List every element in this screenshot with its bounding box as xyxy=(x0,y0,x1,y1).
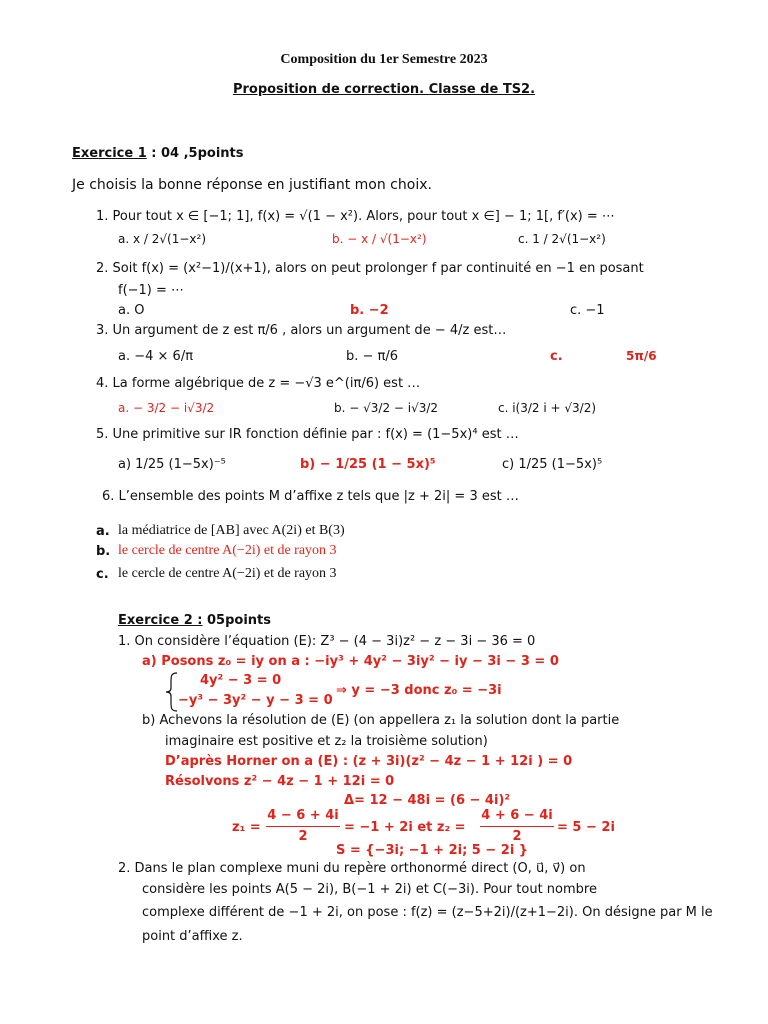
ex2-system-result: ⇒ y = −3 donc z₀ = −3i xyxy=(336,683,502,698)
ex2-z2-numerator: 4 + 6 − 4i xyxy=(481,808,553,823)
ex1-q2-line2: f(−1) = ⋯ xyxy=(118,283,185,298)
ex1-intro: Je choisis la bonne réponse en justifiant mon choix. xyxy=(72,177,432,193)
ex1-q3-c-label: c. xyxy=(550,349,563,364)
ex2-system-eq2: −y³ − 3y² − y − 3 = 0 xyxy=(178,693,333,708)
ex1-q4-c: c. i(3/2 i + √3/2) xyxy=(498,401,597,415)
ex1-q6-a-letter: a. xyxy=(96,524,110,539)
ex1-q2-b: b. −2 xyxy=(350,303,389,318)
ex2-heading xyxy=(118,613,271,628)
ex2-points: 05points xyxy=(202,613,272,628)
ex2-q2-line1: 2. Dans le plan complexe muni du repère orthonormé direct (O, u⃗, v⃗) on xyxy=(118,861,586,876)
ex1-q6-a: la médiatrice de [AB] avec A(2i) et B(3) xyxy=(118,523,345,538)
ex2-z1-numerator: 4 − 6 + 4i xyxy=(267,808,339,823)
ex2-q2-line3: complexe différent de −1 + 2i, on pose : f(z) = (z−5+2i)/(z+1−2i). On désigne par M le xyxy=(142,905,713,920)
ex2-z2-denominator: 2 xyxy=(512,829,522,844)
ex2-delta: Δ= 12 − 48i = (6 − 4i)² xyxy=(344,793,511,808)
ex1-q6: 6. L’ensemble des points M d’affixe z tels que |z + 2i| = 3 est … xyxy=(102,489,519,504)
ex1-q5-a: a) 1/25 (1−5x)⁻⁵ xyxy=(118,457,226,472)
ex2-q1-b-line1: b) Achevons la résolution de (E) (on appellera z₁ la solution dont la partie xyxy=(142,713,620,728)
ex1-q4: 4. La forme algébrique de z = −√3 e^(iπ/6) est … xyxy=(96,376,421,391)
ex2-z2-fraction-bar xyxy=(480,826,554,827)
ex1-q4-b: b. − √3/2 − i√3/2 xyxy=(334,401,439,415)
ex1-q6-c: le cercle de centre A(−2i) et de rayon 3 xyxy=(118,566,337,581)
ex2-z1-fraction-bar xyxy=(266,826,340,827)
ex1-heading xyxy=(72,146,244,161)
ex2-q1: 1. On considère l’équation (E): Z³ − (4 − 3i)z² − z − 3i − 36 = 0 xyxy=(118,634,536,649)
ex2-horner: D’après Horner on a (E) : (z + 3i)(z² − 4z − 1 + 12i ) = 0 xyxy=(165,754,573,769)
ex2-z1-result: = −1 + 2i et z₂ = xyxy=(344,820,466,835)
ex2-z2-result: = 5 − 2i xyxy=(557,820,615,835)
ex1-q5-c: c) 1/25 (1−5x)⁵ xyxy=(502,457,603,472)
ex2-q2-line2: considère les points A(5 − 2i), B(−1 + 2i) et C(−3i). Pour tout nombre xyxy=(142,882,597,897)
ex1-q3-c-value: 5π/6 xyxy=(626,349,657,363)
brace-icon xyxy=(165,672,179,712)
page-subtitle: Proposition de correction. Classe de TS2. xyxy=(232,82,536,97)
ex1-q1-b: b. − x / √(1−x²) xyxy=(332,232,427,246)
ex1-q5: 5. Une primitive sur IR fonction définie par : f(x) = (1−5x)⁴ est … xyxy=(96,427,519,442)
ex1-title: Exercice 1 xyxy=(72,146,147,161)
ex2-q2-line4: point d’affixe z. xyxy=(142,929,243,944)
ex1-q2-a: a. O xyxy=(118,303,145,318)
ex2-q1-a: a) Posons z₀ = iy on a : −iy³ + 4y² − 3iy² − iy − 3i − 3 = 0 xyxy=(142,654,559,669)
ex2-system-eq1: 4y² − 3 = 0 xyxy=(200,673,282,688)
ex1-q5-b: b) − 1/25 (1 − 5x)⁵ xyxy=(300,457,436,472)
ex2-q1-b-line2: imaginaire est positive et z₂ la troisième solution) xyxy=(165,734,488,749)
ex1-q2-c: c. −1 xyxy=(570,303,605,318)
ex1-q1-c: c. 1 / 2√(1−x²) xyxy=(518,232,606,246)
ex1-q1: 1. Pour tout x ∈ [−1; 1], f(x) = √(1 − x²). Alors, pour tout x ∈] − 1; 1[, f′(x) = ⋯ xyxy=(96,209,615,224)
ex2-solution-set: S = {−3i; −1 + 2i; 5 − 2i } xyxy=(336,843,529,858)
ex1-points: : 04 ,5points xyxy=(146,146,244,161)
ex1-q6-c-letter: c. xyxy=(96,567,109,582)
ex2-z1-lhs: z₁ = xyxy=(232,820,261,835)
ex2-title: Exercice 2 : xyxy=(118,613,203,628)
ex1-q3-a: a. −4 × 6/π xyxy=(118,349,194,364)
ex1-q3-b: b. − π/6 xyxy=(346,349,399,364)
ex1-q6-b: le cercle de centre A(−2i) et de rayon 3 xyxy=(118,543,337,558)
ex1-q1-a: a. x / 2√(1−x²) xyxy=(118,232,207,246)
ex2-z1-denominator: 2 xyxy=(298,829,308,844)
ex1-q4-a: a. − 3/2 − i√3/2 xyxy=(118,401,215,415)
system-brace xyxy=(165,672,179,712)
ex1-q2: 2. Soit f(x) = (x²−1)/(x+1), alors on peut prolonger f par continuité en −1 en posant xyxy=(96,261,644,276)
page-title: Composition du 1er Semestre 2023 xyxy=(280,52,488,67)
ex2-resolvons: Résolvons z² − 4z − 1 + 12i = 0 xyxy=(165,774,395,789)
ex1-q3: 3. Un argument de z est π/6 , alors un argument de − 4/z est… xyxy=(96,323,507,338)
ex1-q6-b-letter: b. xyxy=(96,544,111,559)
